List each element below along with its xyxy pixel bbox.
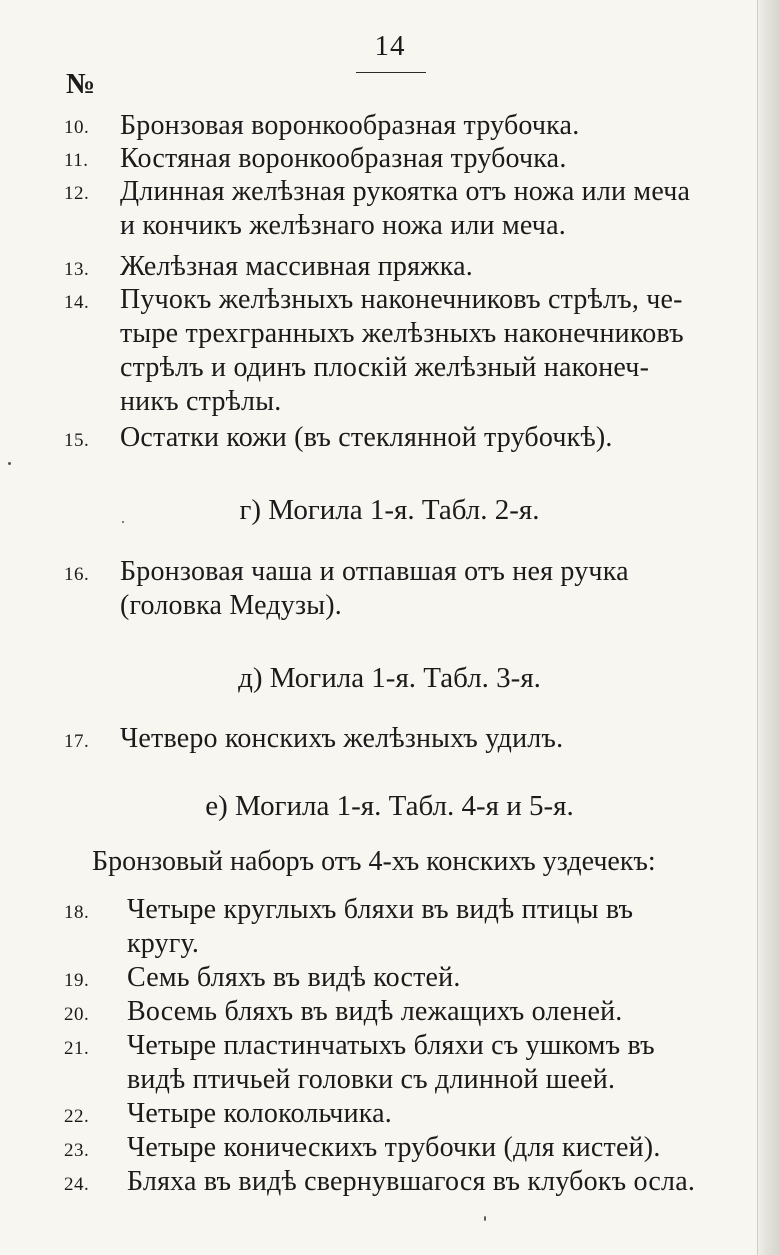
item-text-continued: (головка Медузы). xyxy=(120,590,342,621)
item-text-continued: тыре трехгранныхъ желѣзныхъ наконечниковъ xyxy=(120,318,684,349)
item-text: Четыре колокольчика. xyxy=(127,1098,392,1129)
item-text: Четверо конскихъ желѣзныхъ удилъ. xyxy=(120,723,564,754)
item-number: 18. xyxy=(64,902,90,923)
item-number: 13. xyxy=(64,259,90,280)
item-text: Длинная желѣзная рукоятка отъ ножа или меча xyxy=(120,176,691,207)
section-heading: д) Могила 1-я. Табл. 3-я. xyxy=(238,662,541,694)
intro-text: Бронзовый наборъ отъ 4-хъ конскихъ уздечекъ: xyxy=(92,846,656,877)
item-text: Бляха въ видѣ свернувшагося въ клубокъ осла. xyxy=(127,1166,696,1197)
item-number: 11. xyxy=(64,150,89,171)
item-text: Остатки кожи (въ стеклянной трубочкѣ). xyxy=(120,422,613,453)
item-text: Желѣзная массивная пряжка. xyxy=(120,251,473,282)
item-text-continued: кругу. xyxy=(127,928,200,959)
page-edge xyxy=(757,0,779,1255)
page-number: 14 xyxy=(374,30,406,62)
item-text: Четыре пластинчатыхъ бляхи съ ушкомъ въ xyxy=(127,1030,655,1061)
item-text-continued: и кончикъ желѣзнаго ножа или меча. xyxy=(120,210,566,241)
item-text-continued: видѣ птичьей головки съ длинной шеей. xyxy=(127,1064,616,1095)
section-heading: г) Могила 1-я. Табл. 2-я. xyxy=(239,494,540,526)
number-sign: № xyxy=(66,68,96,100)
item-number: 23. xyxy=(64,1140,90,1161)
item-number: 16. xyxy=(64,564,90,585)
item-number: 20. xyxy=(64,1004,90,1025)
item-text: Четыре коническихъ трубочки (для кистей). xyxy=(127,1132,661,1163)
item-number: 22. xyxy=(64,1106,90,1127)
item-number: 12. xyxy=(64,183,90,204)
item-text: Бронзовая воронкообразная трубочка. xyxy=(120,110,580,141)
item-text: Восемь бляхъ въ видѣ лежащихъ оленей. xyxy=(127,996,623,1027)
item-text: Пучокъ желѣзныхъ наконечниковъ стрѣлъ, че- xyxy=(120,284,683,315)
item-number: 14. xyxy=(64,292,90,313)
item-number: 15. xyxy=(64,430,90,451)
page-edge-line xyxy=(757,0,758,1255)
item-text: Семь бляхъ въ видѣ костей. xyxy=(127,962,461,993)
page-number-rule xyxy=(356,72,426,73)
item-number: 19. xyxy=(64,970,90,991)
paper-speck xyxy=(484,1216,486,1221)
item-number: 24. xyxy=(64,1174,90,1195)
item-text-continued: никъ стрѣлы. xyxy=(120,386,282,417)
item-text-continued: стрѣлъ и одинъ плоскій желѣзный наконеч- xyxy=(120,352,650,383)
paper-speck xyxy=(122,521,124,523)
item-text: Костяная воронкообразная трубочка. xyxy=(120,143,567,174)
section-heading: е) Могила 1-я. Табл. 4-я и 5-я. xyxy=(205,790,574,822)
item-text: Четыре круглыхъ бляхи въ видѣ птицы въ xyxy=(127,894,634,925)
item-number: 17. xyxy=(64,731,90,752)
paper-speck xyxy=(8,462,11,465)
item-number: 10. xyxy=(64,117,90,138)
item-text: Бронзовая чаша и отпавшая отъ нея ручка xyxy=(120,556,629,587)
item-number: 21. xyxy=(64,1038,90,1059)
